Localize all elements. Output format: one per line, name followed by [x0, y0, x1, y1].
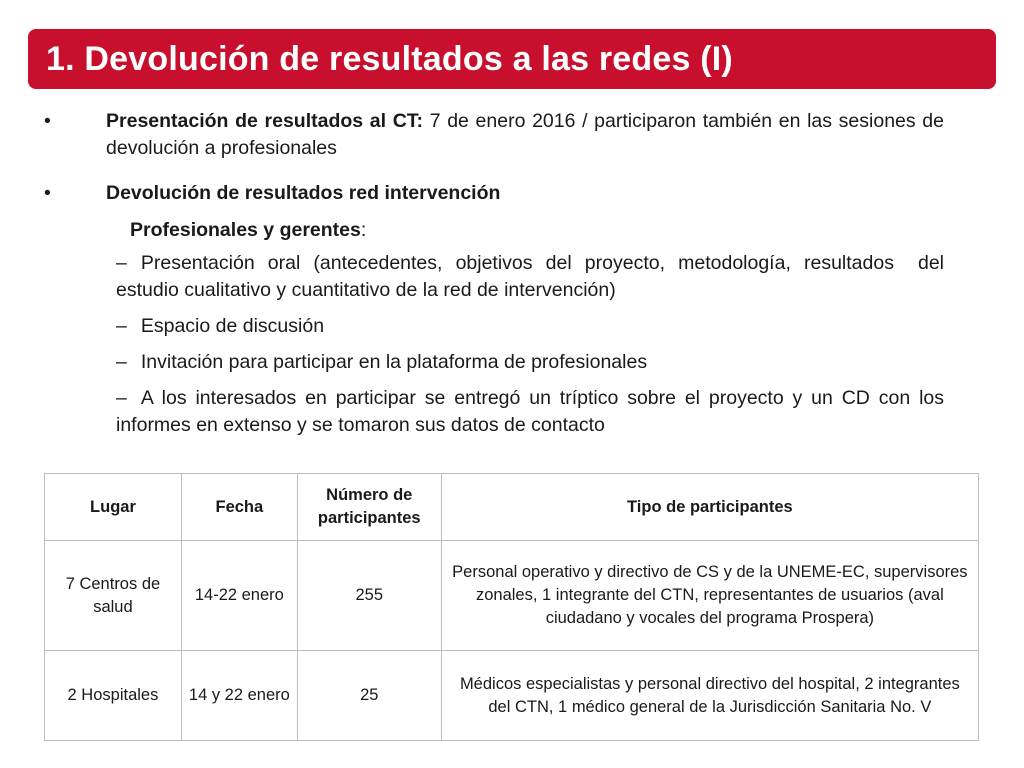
bullet-marker: • — [44, 110, 51, 132]
bullet-devolution-network — [44, 180, 944, 207]
dash-item-oral-presentation — [116, 250, 944, 304]
subheading-professionals — [44, 217, 944, 244]
dash-item-invitation — [116, 349, 944, 376]
cell-tipo: Médicos especialistas y personal directivo del hospital, 2 integrantes del CTN, 1 médico general de la Jurisdicción Sanitaria No. V — [441, 651, 978, 741]
header-tipo-participantes: Tipo de participantes — [441, 474, 978, 541]
dash-text-part-b: del estudio cualitativo y cuantitativo de la red de intervención) — [116, 252, 944, 301]
bullet-presentation-ct — [44, 108, 944, 162]
dash-text: Invitación para participar en la plataforma de profesionales — [140, 351, 648, 373]
bullet-bold-label: Presentación de resultados al CT: — [106, 110, 424, 132]
cell-numero: 25 — [297, 651, 441, 741]
slide-title-bar — [28, 29, 996, 89]
dash-item-discussion — [116, 313, 944, 340]
slide-title: 1. Devolución de resultados a las redes (I) — [46, 39, 733, 78]
table-header-row — [45, 474, 979, 541]
cell-lugar: 7 Centros de salud — [45, 541, 182, 651]
bullet-marker: • — [44, 182, 51, 204]
dash-text: Espacio de discusión — [140, 315, 325, 337]
dash-item-triptych — [116, 385, 944, 439]
subheading-label: Profesionales y gerentes — [130, 219, 361, 241]
dash-list — [44, 250, 944, 439]
bullet-text: 7 de enero 2016 / participaron también en las sesiones de devolución a profesionales — [106, 110, 944, 159]
dash-text-part-a: Presentación oral (antecedentes, objetivos del proyecto, metodología, resultados — [140, 252, 894, 274]
dash-marker: – — [116, 252, 127, 274]
header-numero-participantes: Número de participantes — [297, 474, 441, 541]
table-row — [45, 541, 979, 651]
cell-fecha: 14 y 22 enero — [181, 651, 297, 741]
subheading-suffix: : — [360, 219, 367, 241]
bullet-bold-label: Devolución de resultados red intervención — [106, 182, 501, 204]
table-row — [45, 651, 979, 741]
header-fecha: Fecha — [181, 474, 297, 541]
results-table — [44, 473, 979, 741]
dash-marker: – — [116, 351, 127, 373]
dash-marker: – — [116, 387, 127, 409]
header-lugar: Lugar — [45, 474, 182, 541]
dash-marker: – — [116, 315, 127, 337]
slide-content — [44, 108, 944, 439]
cell-fecha: 14-22 enero — [181, 541, 297, 651]
cell-tipo: Personal operativo y directivo de CS y de la UNEME-EC, supervisores zonales, 1 integrante del CTN, representantes de usuarios (aval ciudadano y vocales del programa Prospera) — [441, 541, 978, 651]
cell-numero: 255 — [297, 541, 441, 651]
dash-text: A los interesados en participar se entregó un tríptico sobre el proyecto y un CD con los informes en extenso y se tomaron sus datos de contacto — [116, 387, 944, 436]
cell-lugar: 2 Hospitales — [45, 651, 182, 741]
